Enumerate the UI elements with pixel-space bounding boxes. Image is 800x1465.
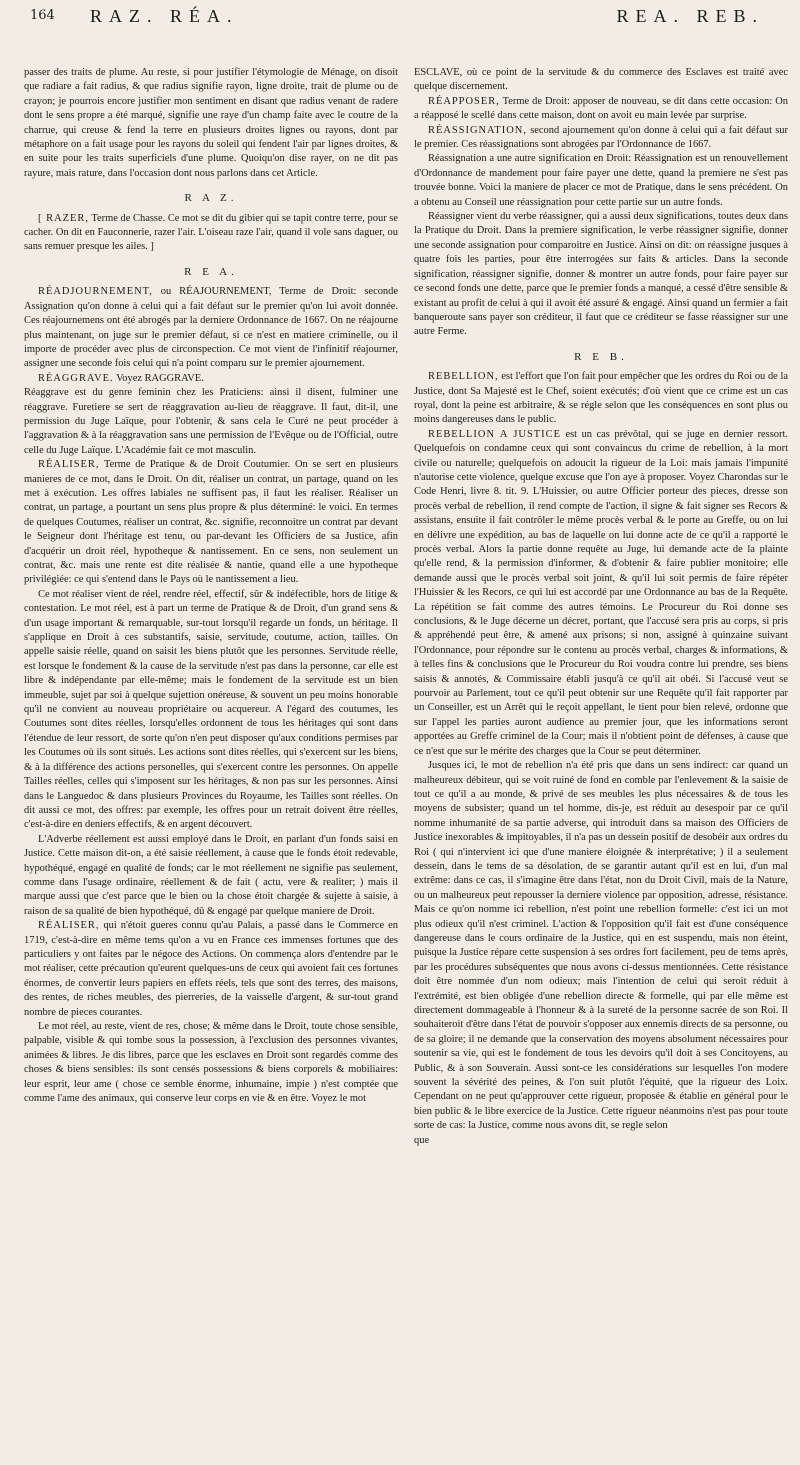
- entry-headword: RÉAPPOSER,: [428, 95, 500, 107]
- dictionary-entry: [414, 428, 788, 759]
- paragraph: [414, 1134, 788, 1148]
- paragraph: [414, 759, 788, 1134]
- entry-headword: RÉALISER,: [38, 459, 100, 471]
- dictionary-entry: [414, 370, 788, 428]
- paragraph: [24, 386, 398, 458]
- paragraph: [414, 66, 788, 95]
- page-header: [30, 6, 770, 64]
- paragraph: [24, 833, 398, 919]
- dictionary-entry: [24, 919, 398, 1020]
- paragraph: [414, 152, 788, 210]
- section-heading: R E A.: [184, 265, 238, 278]
- entry-headword: REBELLION,: [428, 371, 499, 383]
- entry-text: Terme de Droit: apposer de nouveau, se dit dans cette occasion: On a réapposé le scellé dans cette maison, dont on avoit eu main levée par surprise.: [414, 95, 788, 122]
- entry-headword: RÉADJOURNEMENT,: [38, 286, 153, 298]
- dictionary-entry: [24, 458, 398, 588]
- entry-text: second ajournement qu'on donne à celui qui a fait défaut sur le premier. Ces réassignations sont abrogées par l'Ordonnance de 1667.: [414, 124, 788, 151]
- paragraph: [414, 210, 788, 340]
- entry-headword: RÉALISER,: [38, 920, 100, 932]
- entry-text: Réassigner vient du verbe réassigner, qui a aussi deux significations, toutes deux dans la Pratique du Droit. Dans la premiere signification, le verbe réassigner signifie, donner une seconde assignation pour comparoitre en Justice. Ainsi on dit: on réassigne jusques à quatre fois les parties, pour être interrogées sur faits & articles. Dans la seconde signification, réassigner signifie, donner & montrer un autre fonds, pour faire payer sur ce second fonds une dette, parce que le premier fonds a manqué, a cessé d'être sensible & existant au profit de celui à qui il avoit été assuré & engagé. Ainsi quand un fermier a fait banqueroute sans payer son créditeur, il faut que ce créditeur se fasse réassigner sur une autre Ferme.: [414, 211, 788, 338]
- entry-text: Réassignation a une autre signification en Droit: Réassignation est un renouvellement d'Ordonnance de mandement pour faire payer une dette, quand la premiere ne s'est pas trouvée bonne. Voici la maniere de placer ce mot de Pratique, dans le sens précédent. On a obtenu au Conseil une réassignation pour cette partie sur un autre fonds.: [414, 153, 788, 208]
- entry-headword: RÉAGGRAVE.: [38, 372, 114, 384]
- left-column: [24, 66, 398, 1451]
- dictionary-entry: [414, 95, 788, 124]
- entry-text: Terme de Pratique & de Droit Coutumier. On se sert en plusieurs manieres de ce mot, dans le Droit. On dit, réaliser un contrat, un partage, quand on les met à exécution. Les offres labiales ne suffisent pas, il faut les réaliser. Réaliser un contrat, un partage, a pourtant un sens plus propre & plus déterminé: le voici. En termes de quelques Coutumes, réaliser un contrat, &c. signifie, reconnoitre un contrat par devant le Seigneur dont l'héritage est tenu, ou par-devant les Officiers de sa Justice, afin d'acquérir un droit réel, hypotheque & nantissement. En ce sens, non seulement un contrat, &c. mais une rente est dite réalisée & nantie, quand elle a une hypotheque privilégiée: ce qui s'entend dans le Pays où le nantissement a lieu.: [24, 459, 398, 586]
- dictionary-entry: [24, 285, 398, 371]
- entry-text: Ce mot réaliser vient de réel, rendre réel, effectif, sûr & indéfectible, hors de litige & contestation. Le mot réel, est à part un terme de Pratique & de Droit, d'un grand sens & d'un usage important & remarquable, sur-tout lorsqu'il regarde un fonds, un héritage. Il s'applique en Droit à ces substantifs, saisie, servitude, coutume, action, tailles. On appelle saisie réelle, quand on saisit les biens plutôt que les personnes. Servitude réelle, est lorsque le fondement & la cause de la servitude n'est pas dans la personne, car elle est libre & indépendante par elle-même; mais le fondement de la servitude est un bien immeuble, sujet par soi à quelque sujettion onéreuse, & souvent un peu moins honorable qu'il ne convient au nouveau propriétaire ou acquereur. A l'égard des coutumes, les Coutumes sont dites réelles, lorsqu'elles ordonnent de tous les héritages qui sont dans l'étendue de leur ressort, de sorte qu'on n'en peut disposer qu'aux conditions permises par les Coutumes où ils sont situés. Les actions sont dites réelles, qui s'exercent sur les biens, & à la différence des actions personelles, qui s'exercent contre les personnes. On appelle Tailles réelles, celles qui s'imposent sur les héritages, & non pas sur les personnes. Ainsi dans le Languedoc & dans plusieurs Provinces du Royaume, les Tailles sont réelles. On dit aussi ce mot, des offres: par exemple, les offres pour un retrait doivent être réelles, c'est-à-dire en deniers effectifs, & en argent découvert.: [24, 588, 398, 831]
- entry-text: Réaggrave est du genre feminin chez les Praticiens: ainsi il disent, fulminer une réaggrave. Furetiere se sert de réaggravation au-lieu de réaggrave. Il faut, dit-il, une permission du Juge Laïque, pour l'obtenir, & sans cela le Curé ne peut procéder à l'aggravation & à la réaggravation sans une permission de l'Evêque ou de l'Official, outre celle du Juge Laïque. L'Académie fait ce mot masculin.: [24, 387, 398, 456]
- paragraph: [24, 588, 398, 833]
- dictionary-entry: [24, 212, 398, 255]
- dictionary-entry: [24, 372, 398, 386]
- entry-text: ou RÉAJOURNEMENT, Terme de Droit: seconde Assignation qu'on donne à celui qui a fait défaut sur le premier qu'on lui avoit donnée. Ces réajournemens ont été abrogés par la derniere Ordonnance de 1667. On ne réajourne plus maintenant, on juge sur le premier défaut, si ce n'est en matiere criminelle, ou il importe de procéder avec plus de circonspection. Ce mot vient de l'infinitif réajourner, assigner une seconde fois celui qui n'a point comparu sur le premier ajournement.: [24, 286, 398, 370]
- section-heading: R E B.: [574, 350, 628, 363]
- entry-headword: RÉASSIGNATION,: [428, 124, 527, 136]
- right-column: [414, 66, 788, 1451]
- paragraph: [24, 1020, 398, 1106]
- entry-text: L'Adverbe réellement est aussi employé dans le Droit, en parlant d'un fonds saisi en Justice. Cette maison dit-on, a été saisie réellement, à cause que le fonds étoit redevable, hypothéqué, engagé en qualité de fonds; car le mot réellement ne signifie pas seulement, comme dans l'usage ordinaire, réellement & de fait ( actu, vere & realiter; ) mais il marque aussi que c'est parce que le bien ou la chose étoit chargée & sujette à saisie, à raison de sa qualité de bien hypothéqué, dû & engagé par quelque maniere de Droit.: [24, 833, 398, 917]
- entry-headword: [ RAZER,: [38, 212, 89, 224]
- entry-headword: REBELLION A JUSTICE: [428, 428, 561, 440]
- entry-text: Terme de Chasse. Ce mot se dit du gibier qui se tapit contre terre, pour se cacher. On dit en Fauconnerie, razer l'air. L'oiseau raze l'air, quand il vole sans daguer, ou sans remuer presque les ailes. ]: [24, 212, 398, 253]
- dictionary-entry: [414, 124, 788, 153]
- page-number: 164: [30, 8, 55, 23]
- entry-text: que: [414, 1134, 430, 1146]
- entry-text: Le mot réel, au reste, vient de res, chose; & même dans le Droit, toute chose sensible, palpable, visible & qui tombe sous la possession, à l'exclusion des personnes vivantes, animées & libres. Je dis libres, parce que les esclaves en Droit sont regardés comme des choses & biens sensibles: ils sont censés possessions & biens corporels & mobiliaires: leur esprit, leur ame ( chose ce semble énorme, inhumaine, impie ) n'est comptée que comme l'ame des animaux, qui conserve leur corps en vie & en être. Voyez le mot: [24, 1021, 398, 1105]
- entry-text: qui n'étoit gueres connu qu'au Palais, a passé dans le Commerce en 1719, c'est-à-dire en même tems qu'on a vu en France ces immenses fortunes que des particuliers y ont faites par le négoce des Actions. On commença alors d'entendre par le mot réaliser, cette précaution qu'eurent quelques-uns de ceux qui avoient fait ces fortunes énormes, de convertir leurs papiers en effets réels, tels que sont des terres, des maisons, des rentes, de riches meubles, des pierreries, de la vaisselle d'argent, & sur-tout grand nombre de pieces courantes.: [24, 920, 398, 1018]
- entry-text: ESCLAVE, où ce point de la servitude & du commerce des Esclaves est traité avec quelque discernement.: [414, 67, 788, 93]
- section-heading: R A Z.: [184, 192, 238, 205]
- entry-text: Jusques ici, le mot de rebellion n'a été pris que dans un sens indirect: car quand un malheureux débiteur, qui se voit ruiné de fond en comble par l'enlevement & la saisie de tout ce qu'il a au monde, & privé de ses meubles les plus nécessaires & de tous les moyens de subsister; quand un tel homme, dis-je, est réduit au desespoir par ce qu'il nomme inhumanité de sa partie adverse, qui introduit dans sa maison des Officiers de Justice inexorables & impitoyables, il n'a pas un dessein positif de desobéir aux ordres du Roi ( qui n'intervient ici que d'une maniere éloignée & interprétative; ) il a seulement dessein, dans le tems de sa désolation, de se garantir autant qu'il est en lui, d'un mal extrême: dans ce cas, il s'imagine être dans l'état, non du Droit Civil, mais de la Nature, ou un malheureux peut repousser la derniere violence par opposition, adresse, résistance. Mais ce qu'on nomme ici rebellion, n'est point une rebellion formelle: c'est ici un mot plus odieux qu'il n'est criminel. L'action & l'opposition qu'il fait est d'une conséquence dangereuse dans le cours ordinaire de la Justice, qui en est suspendu, mais non éteint, puisque la Justice répare cette suspension à ses ordres fort facilement, peu de tems après, par les procédures subséquentes que nous avons ci-dessus mentionnées. Cette résistance doit être nommée d'un nom odieux; mais l'intention de celui qui seroit réduit à l'extrémité, est bien obligée d'une rebellion directe & formelle, qui par elle même est directement dommageable à l'honneur & à la sureté de la personne sacrée de son Roi. Il souhaiteroit d'être dans l'état de pouvoir s'opposer aux ennemis directs de sa personne, ou de sa gloire; il ne demande que la conservation des moyens absolument nécessaires pour soutenir sa vie, qui est le fondement de tous les devoirs qu'il doit à ses Concitoyens, au Public, & à son Souverain. Aussi sont-ce les considérations sur lesquelles l'on modere souvent la sévérité des peines, & l'on suit plutôt l'équité, que la rigueur des Loix. Cependant on ne peut qu'approuver cette rigueur, proposée & établie en général pour le bien public & le libre exercice de la Justice. Cette rigueur néanmoins n'est pas pour toute sorte de cas: la Justice, comme nous avons dit, se regle selon: [414, 760, 788, 1132]
- right-running-head: REA. REB.: [616, 6, 764, 26]
- entry-text: Voyez RAGGRAVE.: [116, 372, 204, 384]
- entry-text: est un cas prévôtal, qui se juge en dernier ressort. Quelquefois on condamne ceux qui sont convaincus du crime de rebellion, à la mort civile ou naturelle; quelquefois on adoucit la rigueur de la Loi: mais jamais l'impunité n'autorise cette violence, quelque excuse que l'on aye à proposer. Voyez Charondas sur le Code Henri, livre 8. tit. 9. L'Huissier, ou autre Officier porteur des pieces, dresse son procès verbal de rebellion, il rend compte de l'action, il signe & fait signer ses Recors & assistans, ensuite il fait contrôler le même procès verbal & le porte au Greffe, ou on lui en délivre une expédition, au bas de laquelle on lui donne acte de ce qu'il a rapporté le procès verbal. Alors la partie donne requête au Juge, lui demande acte de la plainte qu'elle rend, & la permission d'informer, & d'obtenir & faire publier monitoire; elle demande aussi que le procès verbal soit joint, & qu'il lui soit permis de faire répéter l'Huissier & les Recors, ce qui lui est accordé par une Ordonnance au bas de la Requête. La répétition se fait comme des autres témoins. Le Procureur du Roi donne ses conclusions, & le Juge décerne un décret, portant, que l'accusé sera pris au corps, si pris & appréhendé peut être, & amené aux prisons; si non, assigné à quinzaine suivant l'Ordonnance, pour répondre sur le contenu au procès verbal, charges & informations, & à telles fins & conclusions que le Procureur du Roi voudra contre lui prendre, ses biens saisis & annotés, & Commissaire établi jusqu'à ce qu'il ait obéi. Si l'accusé veut se pourvoir au Parlement, tout ce qu'il peut obtenir sur une Requête qu'il fait rapporter par un Conseiller, est un Arrêt qui le reçoit appellant, le tient pour bien relevé, ordonne que sur l'appel les parties auront audience au premier jour, que les informations seront apportées au Greffe criminel de la Cour; mais il n'obtient point de défenses, à cause que ce n'est que sur le mérite des charges que la Cour se peut déterminer.: [414, 428, 788, 757]
- left-running-head: RAZ. RÉA.: [90, 6, 239, 26]
- entry-text: passer des traits de plume. Au reste, si pour justifier l'étymologie de Ménage, on disoit que radiare a fait radius, & que radius signifie rayon, ligne droite, trait de plume ou de crayon; je pourrois encore justifier mon sentiment en disant que radius venant de radere dont le sens propre a été marqué, signifie une raye d'un champ faite avec le coutre de la charrue, qui creuse & fend la terre en plusieurs droites lignes ou rayons, dont par métaphore on a fait usage pour les rayons du soleil qui fendent l'air par lignes droites, & en suite pour les traits superficiels d'une plume. Quoiqu'on dise rayer, on ne dit pas rayure, mais rature, dans l'occasion dont nous parlons dans cet Article.: [24, 67, 398, 179]
- entry-text: est l'effort que l'on fait pour empêcher que les ordres du Roi ou de la Justice, dont Sa Majesté est le Chef, soient exécutés; d'où vient que ce crime est un cas royal, dont la peine est arbitraire, & se régle selon que les conséquences en sont plus ou moins dangereuses dans le public.: [414, 371, 788, 426]
- paragraph: [24, 66, 398, 181]
